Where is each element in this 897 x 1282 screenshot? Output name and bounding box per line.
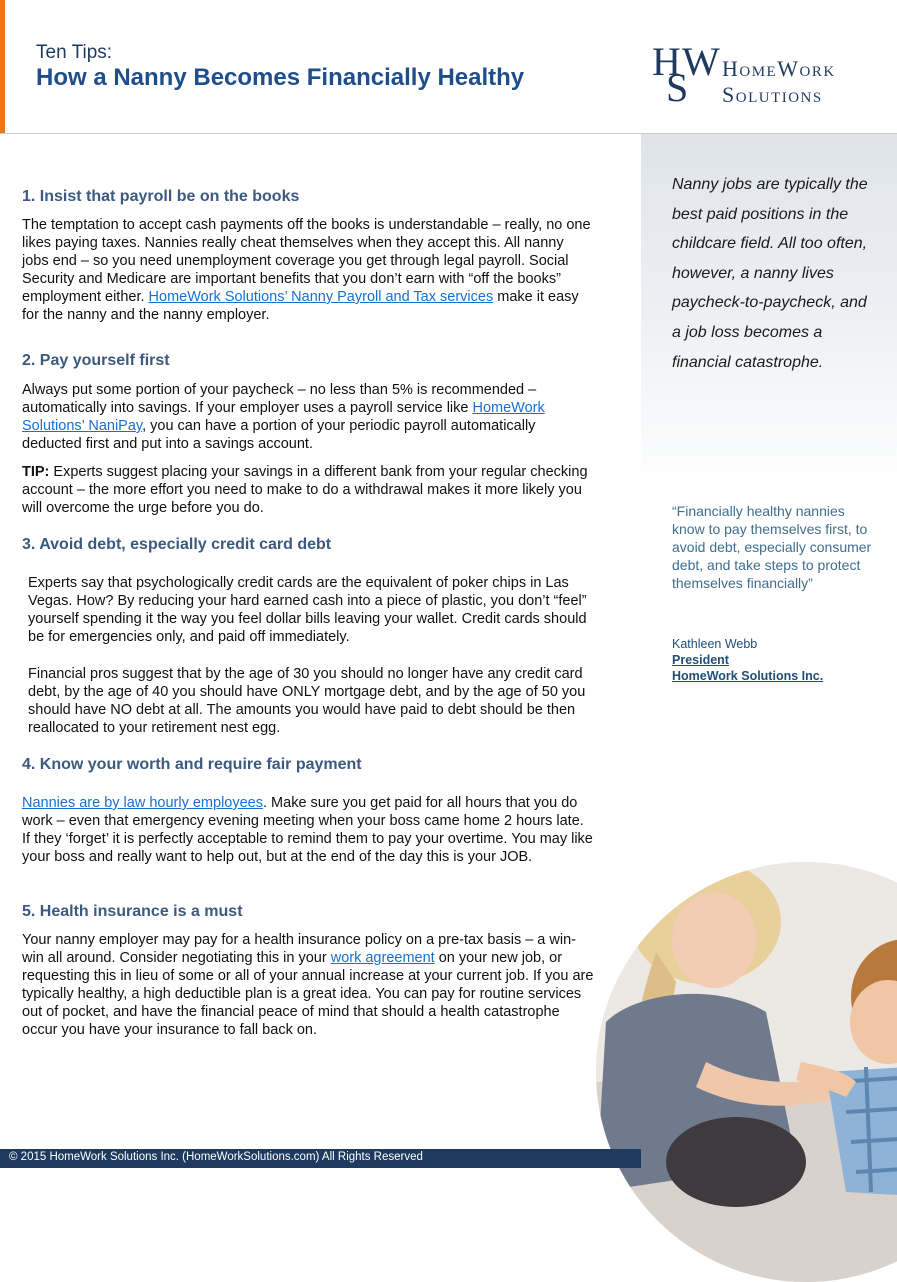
s1-text-a: The temptation to accept cash payments off the books is understandable – really, no one likes paying taxes. Nannies really cheat themselves when they accept this. All nanny jobs end – so you need unemployment coverage you get through legal payroll. Social Security and Medicare are important benefits that you don’t earn with “off the books” employment either. <box>22 217 591 305</box>
footer-copyright: © 2015 HomeWork Solutions Inc. (HomeWorkSolutions.com) All Rights Reserved <box>9 1151 423 1163</box>
page-title: How a Nanny Becomes Financially Healthy <box>36 64 525 91</box>
tip-label: TIP: <box>22 464 50 480</box>
section-2-tip <box>22 463 594 517</box>
nanipay-link[interactable]: HomeWork Solutions’ NaniPay <box>22 400 545 434</box>
section-1-body <box>22 216 594 324</box>
tip-text: Experts suggest placing your savings in a different bank from your regular checking account – the more effort you need to make to do a withdrawal makes it more likely you will overcome the urge before you do. <box>22 464 588 516</box>
s3-para-2-text: Financial pros suggest that by the age of 30 you should no longer have any credit card debt, by the age of 40 you should have ONLY mortgage debt, and by the age of 50 you should have NO debt at all. The amounts you would have paid to debt should be then reallocated to your retirement nest egg. <box>28 666 586 736</box>
sidebar-quote: “Financially healthy nannies know to pay themselves first, to avoid debt, especially consumer debt, and take steps to protect themselves financially” <box>672 503 872 591</box>
logo-wordmark <box>722 56 836 108</box>
sidebar-intro: Nanny jobs are typically the best paid positions in the childcare field. All too often, however, a nanny lives paycheck-to-paycheck, and a job loss becomes a financial catastrophe. <box>672 176 868 371</box>
section-2-body <box>22 381 594 453</box>
logo-monogram: H W S <box>652 39 720 110</box>
section-3-para-2 <box>28 665 594 737</box>
s2-text-b: , you can have a portion of your periodic payroll automatically deducted first and put into a savings account. <box>22 418 536 452</box>
quote-author-name: Kathleen Webb <box>672 637 758 651</box>
section-4-body <box>22 794 594 866</box>
nanny-payroll-link[interactable]: HomeWork Solutions’ Nanny Payroll and Tax services <box>148 289 494 305</box>
quote-author-role[interactable]: President <box>672 653 729 667</box>
hourly-employees-link[interactable]: Nannies are by law hourly employees <box>22 795 263 811</box>
section-2-heading: 2. Pay yourself first <box>22 352 170 369</box>
s1-text-b: make it easy for the nanny and the nanny employer. <box>22 289 579 323</box>
s5-text-a: Your nanny employer may pay for a health insurance policy on a pre-tax basis – a win-win all around. Consider negotiating this in your <box>22 932 576 966</box>
company-logo <box>652 40 872 110</box>
section-3-heading: 3. Avoid debt, especially credit card debt <box>22 536 332 553</box>
section-5-body <box>22 931 594 1039</box>
s5-text-b: on your new job, or requesting this in lieu of some or all of your annual increase at your current job. If you are typically healthy, a high deductible plan is a great idea. You can pay for routine services out of pocket, and have the financial peace of mind that should a health catastrophe occur you have your insurance to fall back on. <box>22 950 594 1038</box>
s2-text-a: Always put some portion of your paycheck – no less than 5% is recommended – automatically into savings. If your employer uses a payroll service like <box>22 382 537 416</box>
header-accent-bar <box>0 0 5 133</box>
quote-author-org[interactable]: HomeWork Solutions Inc. <box>672 669 824 683</box>
section-3-para-1 <box>28 574 594 646</box>
s3-para-1-text: Experts say that psychologically credit cards are the equivalent of poker chips in Las Vegas. How? By reducing your hard earned cash into a piece of plastic, you don’t “feel” yourself spending it the way you feel dollar bills leaving your wallet. Credit cards should be for emergencies only, and paid off immediately. <box>28 575 587 645</box>
s4-text-b: . Make sure you get paid for all hours that you do work – even that emergency evening meeting when your boss came home 2 hours late. If they ‘forget’ it is perfectly acceptable to remind them to pay your overtime. You may like your boss and really want to help out, but at the end of the day this is your JOB. <box>22 795 593 865</box>
logo-line-2: Solutions <box>722 82 823 107</box>
footer-bar <box>0 1149 641 1168</box>
section-5-heading: 5. Health insurance is a must <box>22 903 243 920</box>
work-agreement-link[interactable]: work agreement <box>330 950 435 966</box>
section-4-heading: 4. Know your worth and require fair payment <box>22 756 362 773</box>
section-1-heading: 1. Insist that payroll be on the books <box>22 188 300 205</box>
logo-line-1: HomeWork <box>722 56 836 81</box>
header-kicker: Ten Tips: <box>36 42 113 63</box>
